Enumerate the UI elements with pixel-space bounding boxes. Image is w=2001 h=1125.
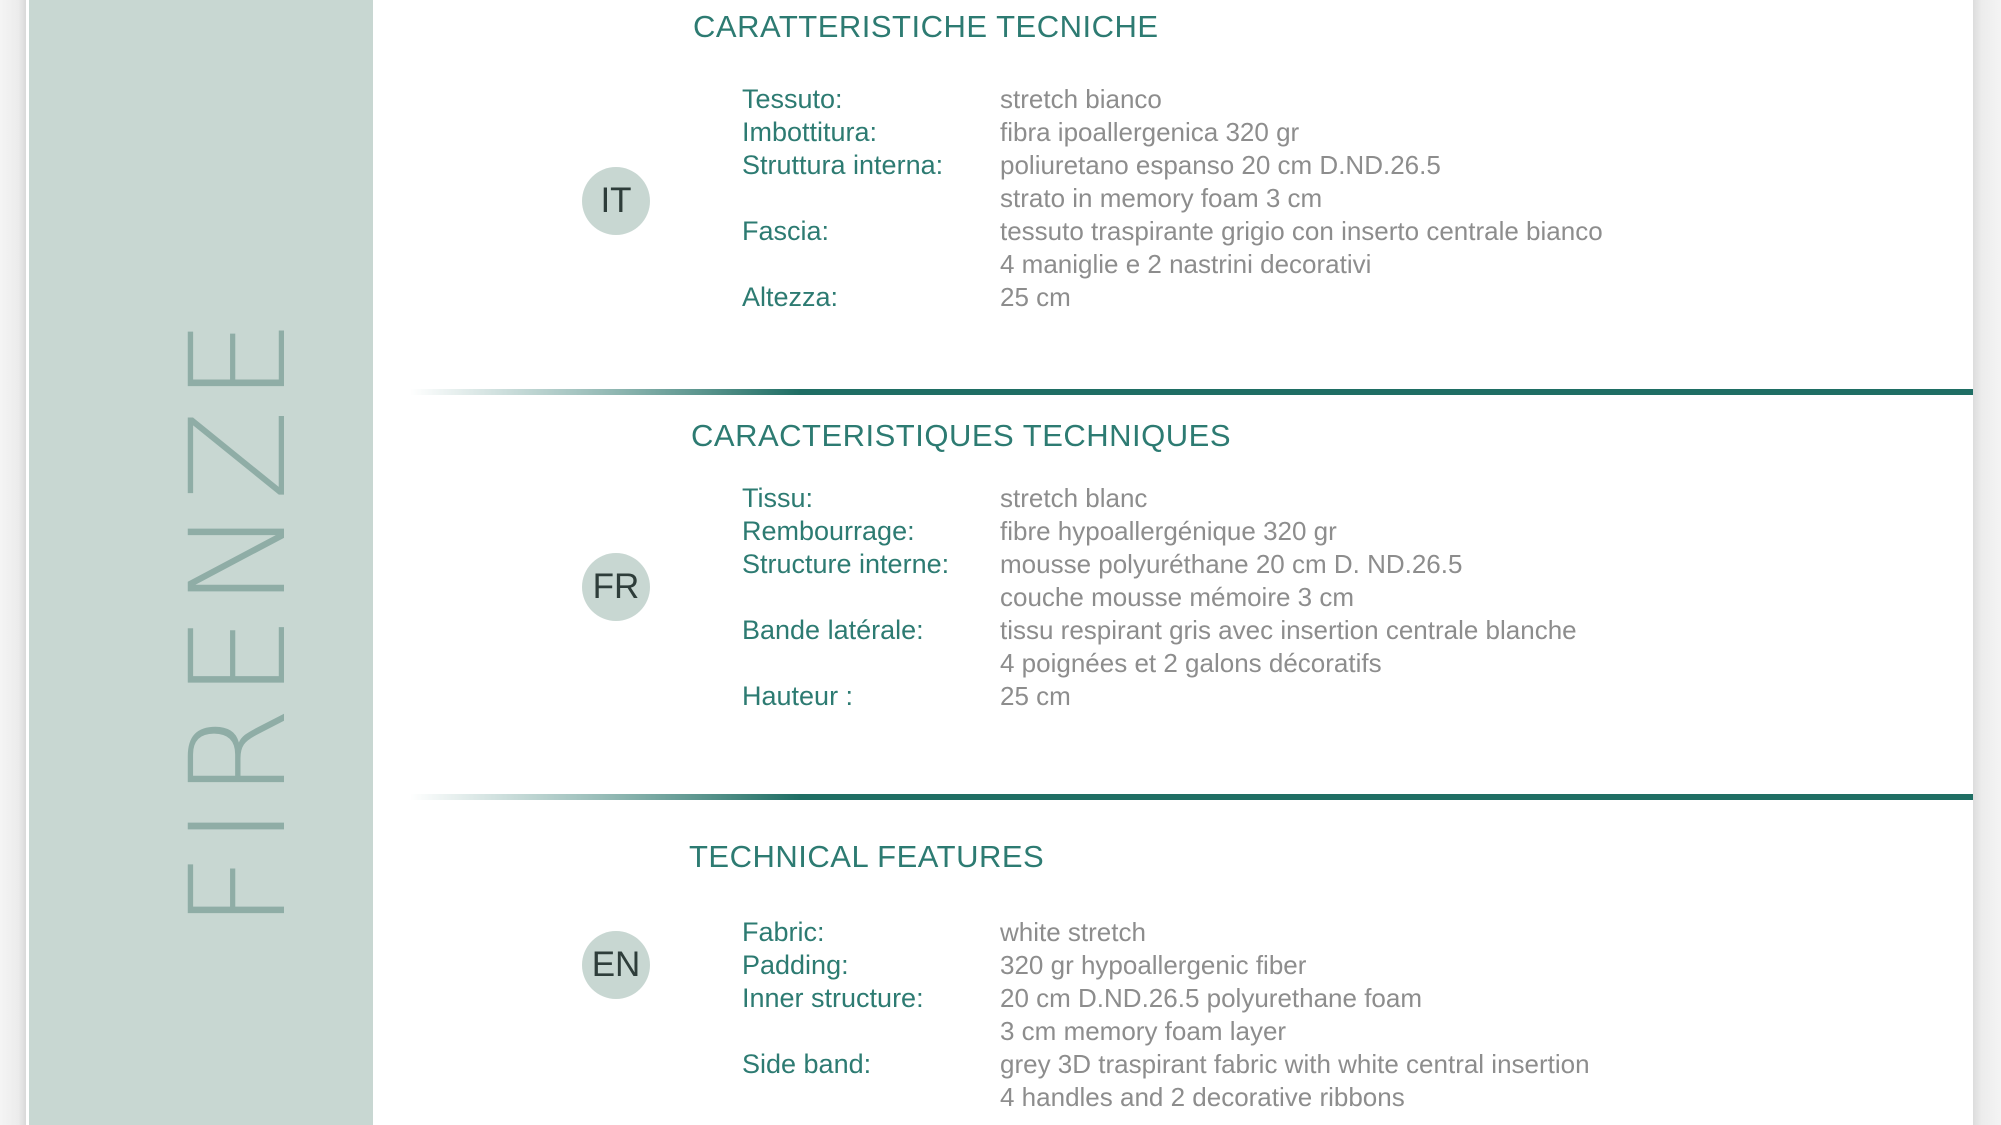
spec-value: 3 cm memory foam layer [1000, 1016, 1287, 1046]
spec-values [1000, 149, 1441, 215]
spec-row [742, 149, 1603, 215]
section-title-en: TECHNICAL FEATURES [689, 839, 1045, 874]
spec-label: Bande latérale: [742, 615, 924, 645]
spec-value: stretch bianco [1000, 84, 1162, 114]
spec-label: Altezza: [742, 282, 839, 312]
spec-row [742, 83, 1603, 116]
section-title-it: CARATTERISTICHE TECNICHE [693, 9, 1159, 44]
spec-row [742, 482, 1577, 515]
spec-value: poliuretano espanso 20 cm D.ND.26.5 [1000, 150, 1441, 180]
brand-sidebar [29, 0, 373, 1125]
spec-values [1000, 548, 1462, 614]
lang-badge-it: IT [582, 167, 650, 235]
spec-value: 4 maniglie e 2 nastrini decorativi [1000, 249, 1372, 279]
spec-values [1000, 281, 1071, 314]
spec-row [742, 916, 1590, 949]
spec-values [1000, 215, 1603, 281]
spec-value: tissu respirant gris avec insertion centrale blanche [1000, 615, 1577, 645]
lang-badge-fr: FR [582, 553, 650, 621]
spec-label: Inner structure: [742, 983, 924, 1013]
spec-values [1000, 614, 1577, 680]
spec-values [1000, 1048, 1590, 1114]
spec-values [1000, 982, 1422, 1048]
spec-label: Side band: [742, 1049, 872, 1079]
spec-row [742, 116, 1603, 149]
spec-value: fibra ipoallergenica 320 gr [1000, 117, 1300, 147]
spec-label: Rembourrage: [742, 516, 915, 546]
spec-value: strato in memory foam 3 cm [1000, 183, 1323, 213]
section-divider [410, 794, 1973, 800]
viewer-right-margin [1973, 0, 2001, 1125]
spec-values [1000, 515, 1337, 548]
spec-value: 320 gr hypoallergenic fiber [1000, 950, 1307, 980]
spec-value: 20 cm D.ND.26.5 polyurethane foam [1000, 983, 1422, 1013]
spec-label: Fabric: [742, 917, 825, 947]
spec-values [1000, 949, 1306, 982]
viewer-left-margin [0, 0, 26, 1125]
spec-value: couche mousse mémoire 3 cm [1000, 582, 1355, 612]
spec-value: fibre hypoallergénique 320 gr [1000, 516, 1337, 546]
spec-label: Tissu: [742, 483, 814, 513]
spec-label: Tessuto: [742, 84, 843, 114]
spec-row [742, 949, 1590, 982]
spec-row [742, 281, 1603, 314]
spec-label: Structure interne: [742, 549, 950, 579]
section-title-fr: CARACTERISTIQUES TECHNIQUES [691, 418, 1232, 453]
spec-list-fr [742, 482, 1577, 713]
spec-label: Padding: [742, 950, 849, 980]
spec-list-it [742, 83, 1603, 314]
spec-row [742, 614, 1577, 680]
spec-row [742, 548, 1577, 614]
spec-values [1000, 680, 1071, 713]
section-divider [410, 389, 1973, 395]
spec-value: 4 handles and 2 decorative ribbons [1000, 1082, 1405, 1112]
spec-row [742, 680, 1577, 713]
spec-value: grey 3D traspirant fabric with white central insertion [1000, 1049, 1590, 1079]
spec-label: Imbottitura: [742, 117, 878, 147]
spec-label: Hauteur : [742, 681, 854, 711]
spec-values [1000, 482, 1147, 515]
spec-label: Struttura interna: [742, 150, 944, 180]
spec-value: tessuto traspirante grigio con inserto centrale bianco [1000, 216, 1603, 246]
spec-value: stretch blanc [1000, 483, 1148, 513]
spec-value: 4 poignées et 2 galons décoratifs [1000, 648, 1382, 678]
spec-value: mousse polyuréthane 20 cm D. ND.26.5 [1000, 549, 1463, 579]
spec-values [1000, 916, 1146, 949]
spec-label: Fascia: [742, 216, 830, 246]
spec-list-en [742, 916, 1590, 1114]
spec-value: 25 cm [1000, 681, 1071, 711]
spec-row [742, 515, 1577, 548]
spec-values [1000, 83, 1162, 116]
spec-row [742, 215, 1603, 281]
spec-values [1000, 116, 1299, 149]
spec-value: 25 cm [1000, 282, 1071, 312]
lang-badge-en: EN [582, 931, 650, 999]
brand-title: FIRENZE [162, 310, 316, 930]
spec-row [742, 982, 1590, 1048]
spec-value: white stretch [1000, 917, 1146, 947]
spec-row [742, 1048, 1590, 1114]
